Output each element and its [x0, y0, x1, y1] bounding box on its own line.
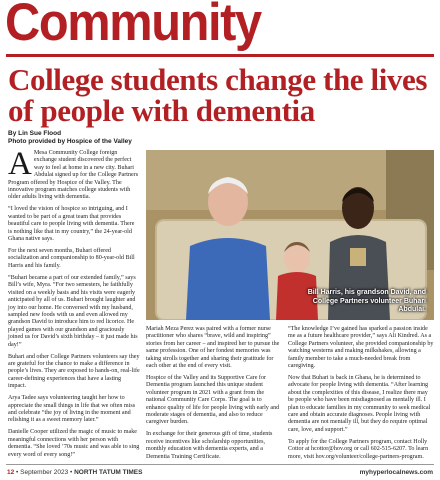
- article-lead: [8, 146, 140, 202]
- article-paragraph: Buhari and other College Partners volunteers say they are grateful for the chance to make a difference in people’s lives. They are exposed to hands-on, real-life career-defining experiences that have a lasting impact.: [8, 353, 140, 390]
- article-paragraph: “Buhari became a part of our extended family,” says Bill’s wife, Myra. “For two semesters, he faithfully visited on a weekly basis and his visits were eagerly anticipated by all of us. Buhari brought laughter and joy into our home. He conversed with my husband, sampled new foods with us and even allowed my grandson David to introduce him to red licorice. He played games with our grandson and graciously joined us for David’s sixth birthday – it just made his day!”: [8, 274, 138, 348]
- article-paragraph: Danielle Cooper utilized the magic of music to make meaningful connections with her person with dementia. “She loved ’70s music and was able to sing every word of every song!”: [8, 429, 140, 458]
- article-paragraph: Hospice of the Valley and its Supportive Care for Dementia program launched this unique student volunteer program in 2021 with a grant from the national Community Care Corps. The goal is to enhance quality of life for people living with early and moderate stages of dementia, and also to reduce caregiver burden.: [146, 375, 280, 426]
- footer-rule: [6, 464, 434, 465]
- publication-name: NORTH TATUM TIMES: [74, 469, 143, 476]
- section-title: Community: [5, 0, 261, 52]
- photo-caption: Bill Harris, his grandson David, and College Partners volunteer Buhari Abdulai.: [307, 289, 426, 313]
- article-paragraph: “I loved the vision of hospice so intriguing, and I wanted to be part of a great team that provides beautiful care to people living with dementia. There is nothing like that in my country,” the 24-year-old Ghana native says.: [8, 206, 135, 243]
- article-paragraph: In exchange for their generous gift of time, students receive incentives like scholarship opportunities, monthly education with dementia experts, and a Dementia Training Certificate.: [146, 431, 273, 460]
- article-paragraph: To apply for the College Partners program, contact Holly Cottor at hcottor@hov.org or call 602-515-6207. To learn more, visit hov.org/volunteer/college-partners-program.: [288, 438, 429, 460]
- drop-cap: A: [8, 146, 32, 182]
- page-number: 12: [7, 469, 15, 476]
- footer-separator: •: [16, 469, 21, 476]
- article-column-right: [288, 326, 434, 466]
- byline: [8, 130, 132, 146]
- headline: College students change the lives of people with dementia: [8, 62, 428, 128]
- article-paragraph: Now that Buhari is back in Ghana, he is determined to advocate for people living with dementia. “After learning about the complexities of this disease, I realize there may be people who have been misdiagnosed as mentally ill. I plan to educate families in my community to seek medical care and obtain accurate diagnoses. People living with dementia are not mentally ill, but they do require optimal care, love, and support.”: [288, 375, 431, 433]
- byline-photo-credit: Photo provided by Hospice of the Valley: [8, 138, 132, 145]
- footer-date: September 2023: [20, 469, 69, 476]
- article-paragraph: Arya Tadee says volunteering taught her how to appreciate the small things in life that we often miss and celebrate “the joy of living in the moment and relishing it as a sweet memory later.”: [8, 395, 136, 424]
- section-rule: [6, 54, 434, 57]
- article-lead-text: Mesa Community College foreign exchange student discovered the perfect way to feel at home in a new city. Buhari Abdulai signed up for the College Partners Program offered by Hospice of the Valley. The innovative program matches college students with older adults living with dementia.: [8, 150, 139, 201]
- article-paragraph: Mariah Meza Perez was paired with a former nurse practitioner who shares “brave, wild and inspiring” stories from her career – and inspired her to pursue the same profession. One of her fondest memories was taking strolls together and sharing their gratitude for each other at the end of every visit.: [146, 326, 280, 370]
- byline-author: By Lin Sue Flood: [8, 130, 62, 137]
- article-photo: [146, 150, 434, 320]
- footer-separator: •: [70, 469, 75, 476]
- article-column-left: [8, 146, 140, 464]
- article-paragraph: For the next seven months, Buhari offered socialization and companionship to 80-year-old Bill Harris and his family.: [8, 248, 135, 269]
- footer-left: [7, 468, 142, 477]
- article-column-middle: [146, 326, 281, 466]
- footer-website: myhyperlocalnews.com: [359, 469, 433, 476]
- article-paragraph: “The knowledge I’ve gained has sparked a passion inside me as a future healthcare provider,” says Ali Kindred. As a College Partners volunteer, she provided companionship by watching westerns and making milkshakes, allowing a family member to take a much-needed break from caregiving.: [288, 326, 434, 370]
